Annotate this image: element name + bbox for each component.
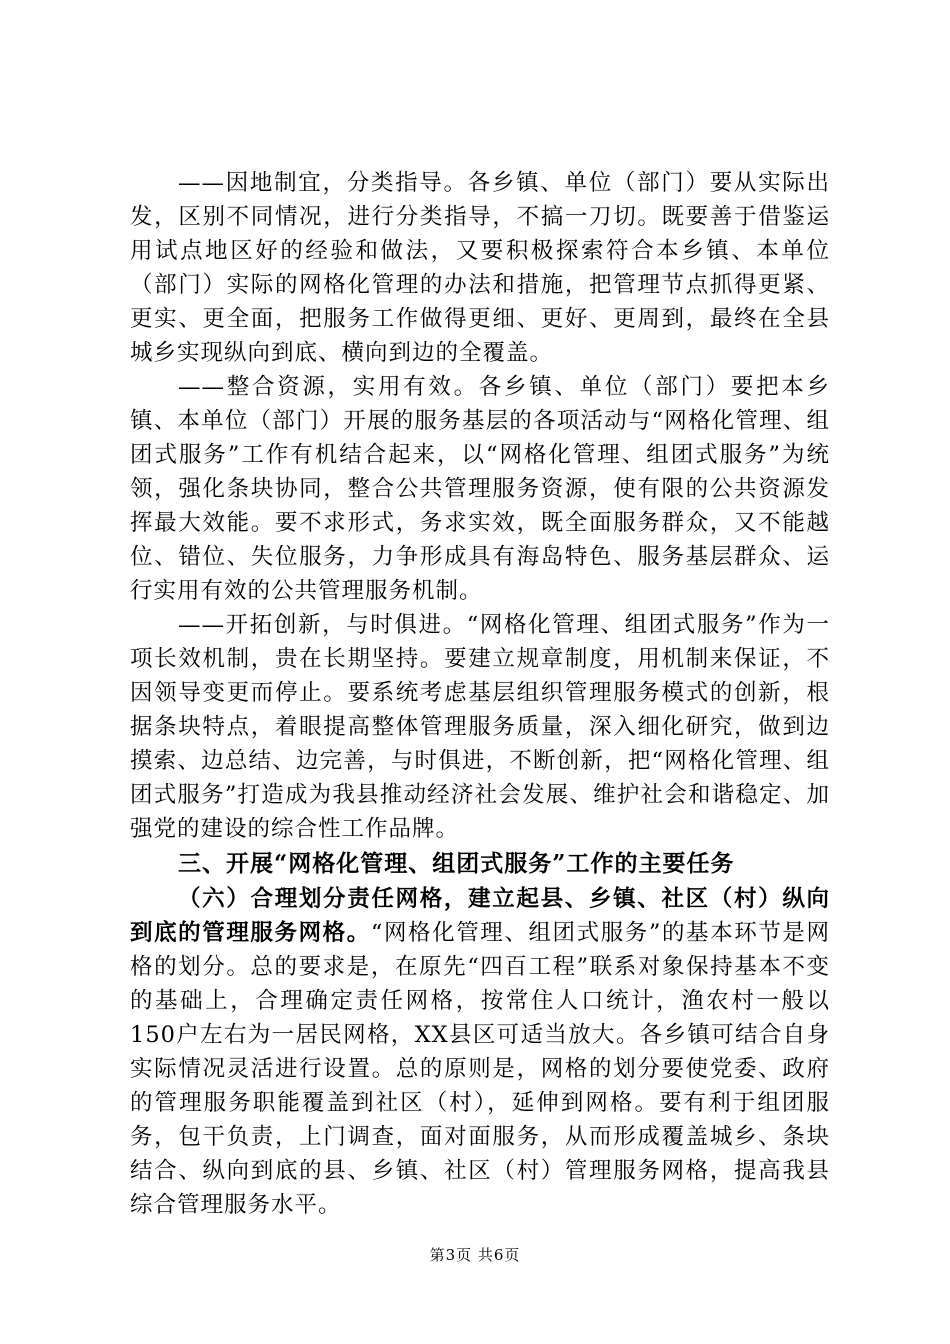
paragraph-innovate: ——开拓创新，与时俱进。“网格化管理、组团式服务”作为一项长效机制，贵在长期坚持。要建立规章制度，用机制来保证，不因领导变更而停止。要系统考虑基层组织管理服务模式的创新，根据条块特点，着眼提高整体管理服务质量，深入细化研究，做到边摸索、边总结、边完善，与时俱进，不断创新，把“网格化管理、组团式服务”打造成为我县推动经济社会发展、维护社会和谐稳定、加强党的建设的综合性工作品牌。 bbox=[130, 612, 830, 842]
paragraph-integrate-resources: ——整合资源，实用有效。各乡镇、单位（部门）要把本乡镇、本单位（部门）开展的服务基层的各项活动与“网格化管理、组团式服务”工作有机结合起来，以“网格化管理、组团式服务”为统领，强化条块协同，整合公共管理服务资源，使有限的公共资源发挥最大效能。要不求形式，务求实效，既全面服务群众，又不能越位、错位、失位服务，力争形成具有海岛特色、服务基层群众、运行实用有效的公共管理服务机制。 bbox=[130, 374, 830, 604]
page-footer: 第3页 共6页 bbox=[429, 1246, 521, 1264]
section-heading: 三、开展“网格化管理、组团式服务”工作的主要任务 bbox=[178, 850, 735, 877]
paragraph-adapt-local: ——因地制宜，分类指导。各乡镇、单位（部门）要从实际出发，区别不同情况，进行分类指导，不搞一刀切。既要善于借鉴运用试点地区好的经验和做法，又要积极探索符合本乡镇、本单位（部门）实际的网格化管理的办法和措施，把管理节点抓得更紧、更实、更全面，把服务工作做得更细、更好、更周到，最终在全县城乡实现纵向到底、横向到边的全覆盖。 bbox=[130, 170, 830, 366]
subsection-body: “网格化管理、组团式服务”的基本环节是网格的划分。总的要求是，在原先“四百工程”联系对象保持基本不变的基础上，合理确定责任网格，按常住人口统计，渔农村一般以150户左右为一居民网格，XX县区可适当放大。各乡镇可结合自身实际情况灵活进行设置。总的原则是，网格的划分要使党委、政府的管理服务职能覆盖到社区（村），延伸到网格。要有利于组团服务，包干负责，上门调查，面对面服务，从而形成覆盖城乡、条块结合、纵向到底的县、乡镇、社区（村）管理服务网格，提高我县综合管理服务水平。 bbox=[130, 920, 830, 1218]
paragraph-subsection-six bbox=[130, 882, 830, 1222]
document-body bbox=[130, 166, 830, 1222]
subsection-lead: （六）合理划分责任网格，建立起县、乡镇、社区（村）纵向到底的管理服务网格。 bbox=[130, 886, 830, 946]
